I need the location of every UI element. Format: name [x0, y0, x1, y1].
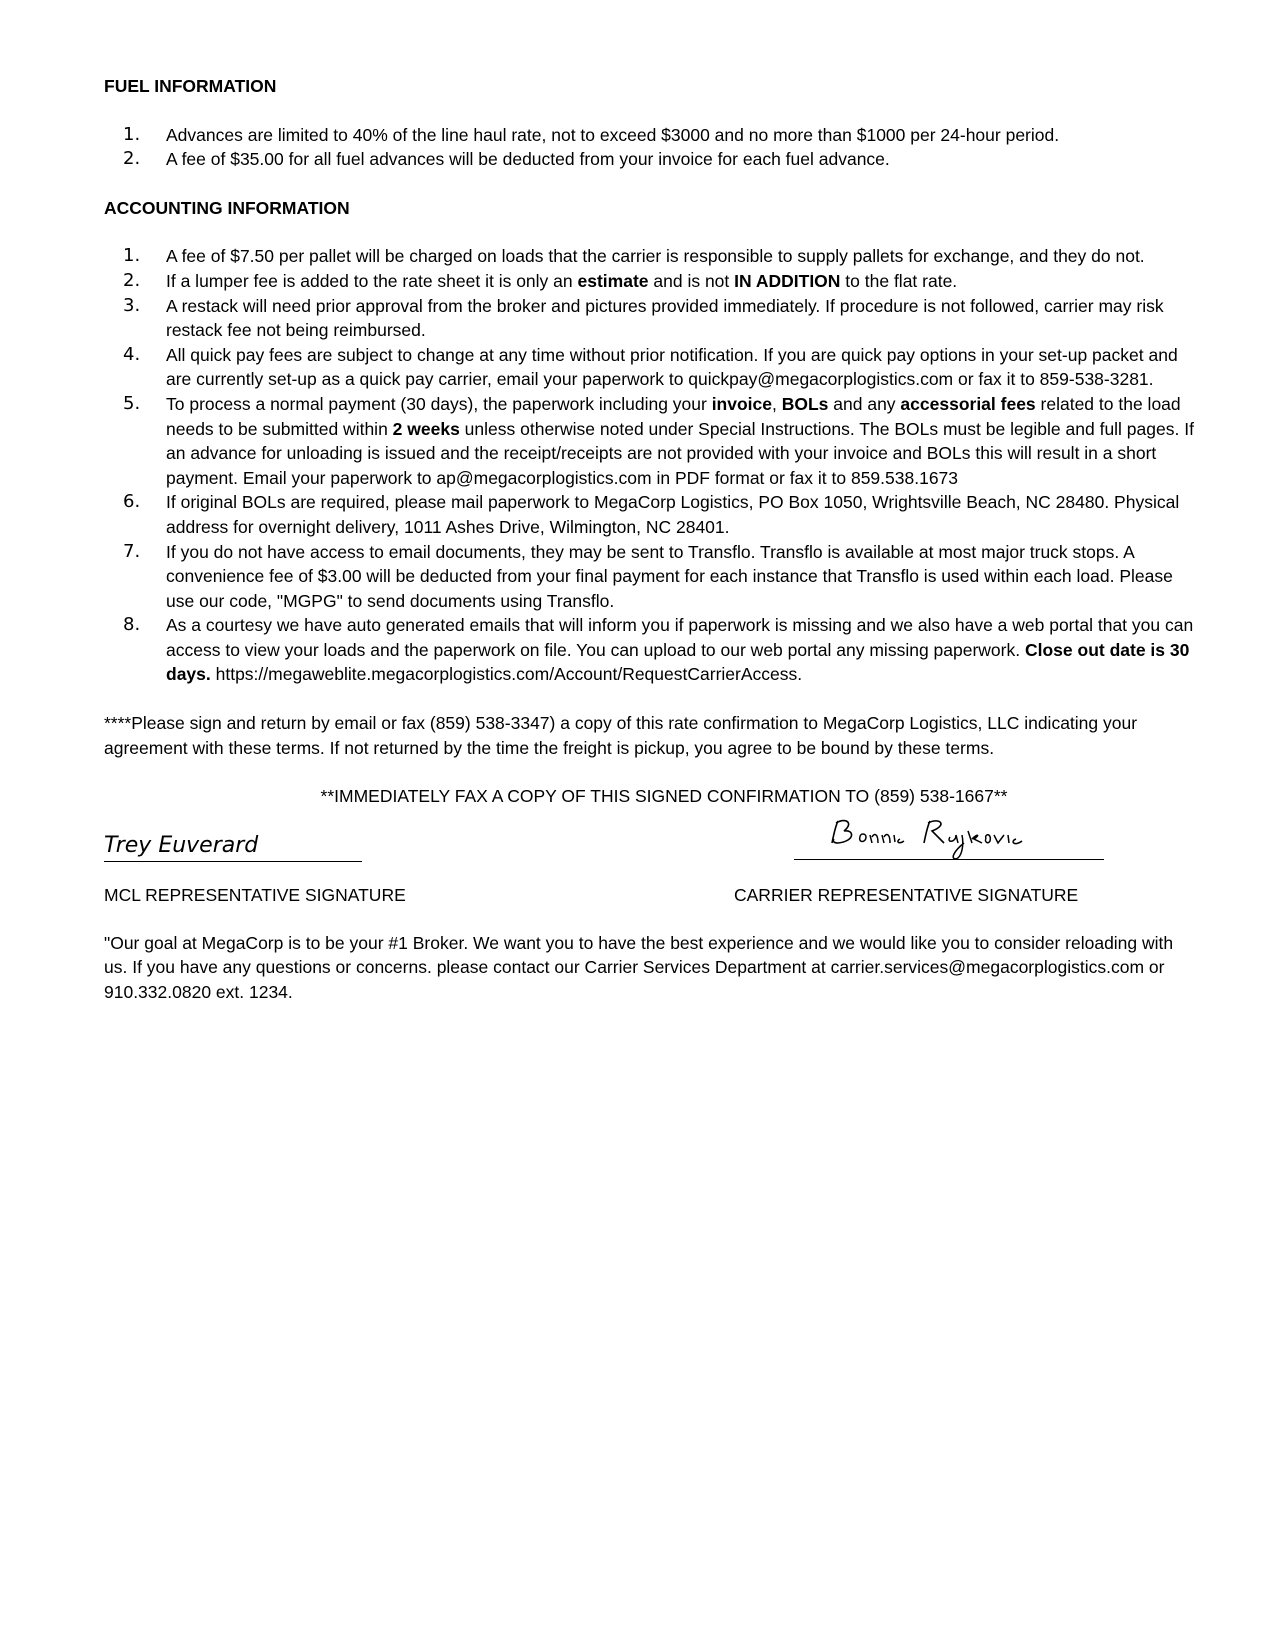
item-text: ,	[772, 393, 782, 414]
item-number: 7.	[123, 540, 141, 562]
item-number: 5.	[123, 392, 141, 414]
item-text: As a courtesy we have auto generated emails that will inform you if paperwork is missing and we also have a web portal that you can access to view your loads and the paperwork on file. You can upload to our web portal any missing paperwork.	[166, 615, 1194, 660]
accounting-item	[104, 269, 1194, 294]
item-text: https://megaweblite.megacorplogistics.com/Account/RequestCarrierAccess.	[210, 664, 803, 685]
item-text: All quick pay fees are subject to change at any time without prior notification. If you are quick pay options in your set-up packet and are currently set-up as a quick pay carrier, email your paperwork to quickpay@megacorplogistics.com or fax it to 859-538-3281.	[166, 344, 1178, 390]
carrier-signature-label: CARRIER REPRESENTATIVE SIGNATURE	[734, 884, 1079, 905]
goal-statement: "Our goal at MegaCorp is to be your #1 Broker. We want you to have the best experience and we would like you to consider reloading with us. If you have any questions or concerns. please contact our Carrier Services Department at carrier.services@megacorplogistics.com or 910.332.0820 ext. 1234.	[104, 932, 1174, 1003]
item-number: 6.	[123, 491, 141, 513]
item-text-bold: Close out date is 30 days.	[166, 639, 1190, 685]
item-text: To process a normal payment (30 days), the paperwork including your	[166, 393, 712, 414]
signature-labels	[104, 883, 1194, 909]
mcl-signature-label: MCL REPRESENTATIVE SIGNATURE	[104, 884, 406, 905]
sign-return-notice: ****Please sign and return by email or fax (859) 538-3347) a copy of this rate confirmation to MegaCorp Logistics, LLC indicating your agreement with these terms. If not returned by the time the freight is pickup, you agree to be bound by these terms.	[104, 713, 1138, 758]
fuel-item	[104, 147, 1194, 172]
item-number: 1.	[123, 245, 141, 267]
accounting-item	[104, 490, 1194, 539]
accounting-item	[104, 392, 1194, 490]
item-text: If original BOLs are required, please mail paperwork to MegaCorp Logistics, PO Box 1050, Wrightsville Beach, NC 28480. Physical address for overnight delivery, 1011 Ashes Drive, Wilmington, NC 28401.	[166, 492, 1180, 537]
item-number: 2.	[123, 148, 141, 170]
accounting-item	[104, 540, 1194, 614]
document-page	[104, 74, 1194, 1022]
item-number: 1.	[123, 123, 141, 145]
accounting-item	[104, 613, 1194, 687]
item-number: 3.	[123, 294, 141, 316]
item-text: related to the load needs to be submitted within	[166, 393, 1181, 439]
item-text: A fee of $7.50 per pallet will be charged on loads that the carrier is responsible to supply pallets for exchange, and they do not.	[166, 246, 1145, 267]
accounting-item	[104, 343, 1194, 392]
carrier-signature-image	[824, 813, 1084, 869]
signature-row	[104, 819, 1194, 875]
item-text-bold: estimate	[577, 270, 649, 291]
accounting-list	[104, 244, 1194, 687]
item-number: 4.	[123, 343, 141, 365]
accounting-heading: ACCOUNTING INFORMATION	[104, 197, 350, 218]
item-number: 2.	[123, 269, 141, 291]
item-text-bold: BOLs	[781, 393, 829, 414]
accounting-item	[104, 294, 1194, 343]
item-text: and any	[828, 393, 901, 414]
accounting-item	[104, 244, 1194, 269]
item-text: and is not	[648, 270, 735, 291]
item-text: A restack will need prior approval from the broker and pictures provided immediately. If procedure is not followed, carrier may risk restack fee not being reimbursed.	[166, 295, 1164, 341]
item-text-bold: invoice	[711, 393, 772, 414]
item-text: to the flat rate.	[840, 270, 958, 291]
fuel-item	[104, 123, 1194, 148]
fuel-heading: FUEL INFORMATION	[104, 76, 277, 96]
item-text-bold: IN ADDITION	[734, 270, 841, 291]
fax-instruction: **IMMEDIATELY FAX A COPY OF THIS SIGNED CONFIRMATION TO (859) 538-1667**	[320, 786, 1008, 807]
item-text-bold: 2 weeks	[392, 418, 460, 439]
item-text: unless otherwise noted under Special Instructions. The BOLs must be legible and full pages. If an advance for unloading is issued and the receipt/receipts are not provided with your invoice and BOLs this will result in a short payment. Email your paperwork to ap@megacorplogistics.com in PDF format or fax it to 859.538.1673	[166, 418, 1194, 488]
fuel-list	[104, 123, 1194, 172]
item-text: If you do not have access to email documents, they may be sent to Transflo. Transflo is available at most major truck stops. A convenience fee of $3.00 will be deducted from your final payment for each instance that Transflo is used within each load. Please use our code, "MGPG" to send documents using Transflo.	[166, 541, 1173, 611]
item-text-bold: accessorial fees	[900, 393, 1036, 414]
carrier-signature	[794, 819, 1104, 860]
item-text: If a lumper fee is added to the rate sheet it is only an	[166, 270, 578, 291]
item-text: A fee of $35.00 for all fuel advances will be deducted from your invoice for each fuel advance.	[166, 149, 890, 170]
item-text: Advances are limited to 40% of the line haul rate, not to exceed $3000 and no more than $1000 per 24-hour period.	[166, 124, 1060, 145]
item-number: 8.	[123, 614, 141, 636]
mcl-signature: Trey Euverard	[104, 831, 362, 862]
